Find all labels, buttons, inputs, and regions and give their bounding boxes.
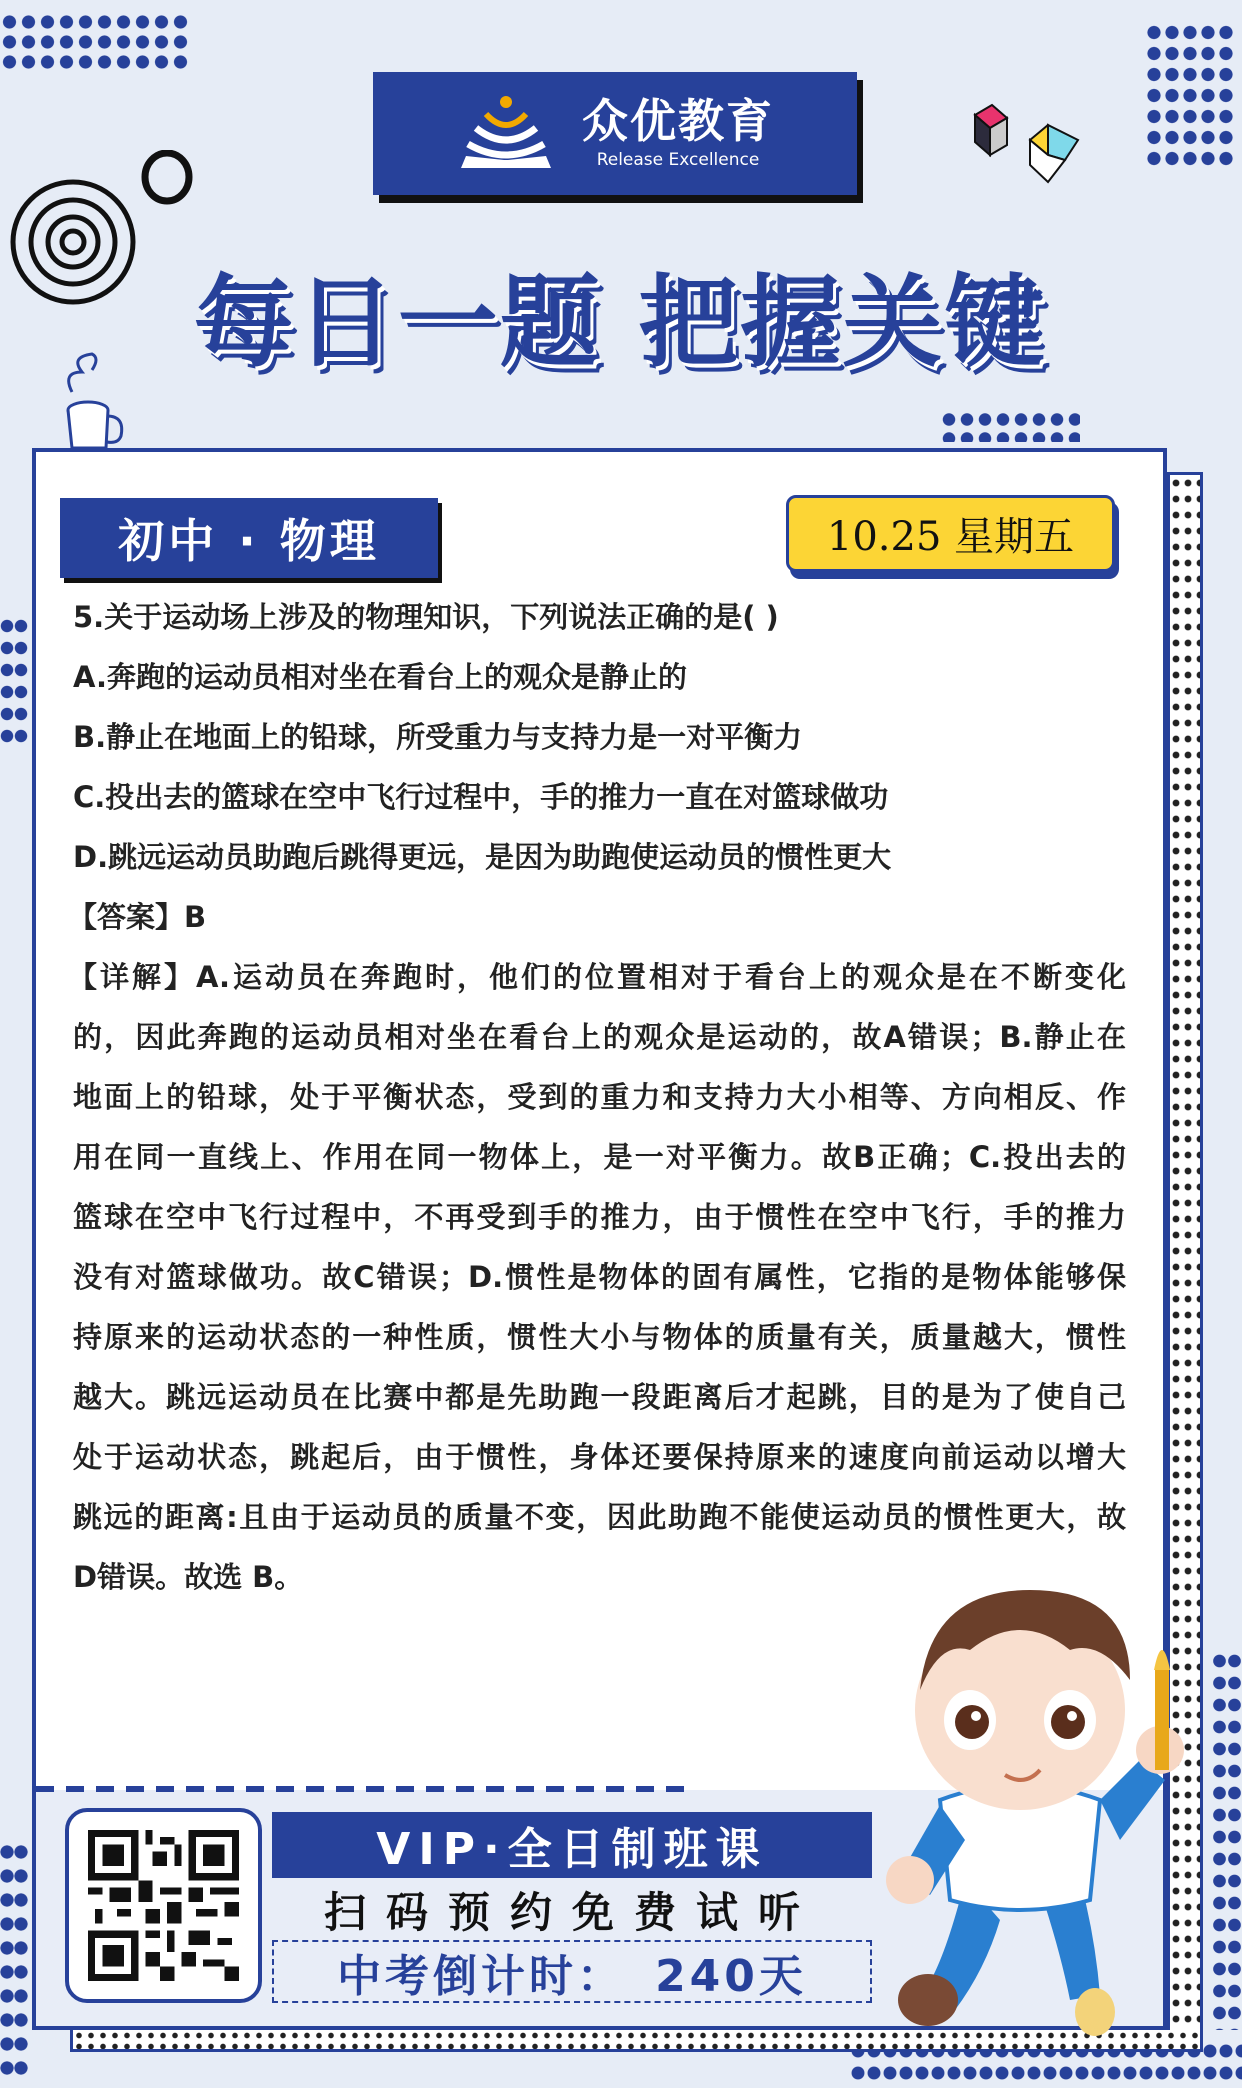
logo-mark-icon: [456, 94, 556, 174]
page-headline: 每日一题 把握关键: [193, 264, 1047, 381]
dot-pattern-mid-right: [940, 410, 1080, 442]
option-b: B.静止在地面上的铅球，所受重力与支持力是一对平衡力: [73, 720, 803, 754]
dot-pattern-right-edge: [1212, 1650, 1242, 2030]
option-c: C.投出去的篮球在空中飞行过程中，手的推力一直在对篮球做功: [73, 780, 889, 814]
logo-name-cn: 众优教育: [582, 93, 774, 148]
explanation-line: 篮球在空中飞行过程中，不再受到手的推力，由于惯性在空中飞行，手的推力: [73, 1200, 1126, 1234]
qr-code[interactable]: [65, 1808, 262, 2003]
dot-pattern-left: [0, 615, 28, 745]
mascot-illustration: [870, 1580, 1210, 2040]
logo-name-en: Release Excellence: [596, 149, 760, 170]
explanation-line: 持原来的运动状态的一种性质，惯性大小与物体的质量有关，质量越大，惯性: [73, 1320, 1126, 1354]
explanation-line: 越大。跳远运动员在比赛中都是先助跑一段距离后才起跳，目的是为了使自己: [73, 1380, 1126, 1414]
countdown-value: 240天: [655, 1950, 807, 2002]
dot-pattern-top-right: [1145, 22, 1233, 172]
explanation-line: D错误。故选 B。: [73, 1560, 304, 1594]
qr-code-icon: [87, 1830, 240, 1981]
brand-logo: [373, 72, 857, 195]
explanation-line: 跳远的距离:且由于运动员的质量不变，因此助跑不能使运动员的惯性更大，故: [73, 1500, 1126, 1534]
explanation-line: 没有对篮球做功。故C错误；D.惯性是物体的固有属性，它指的是物体能够保: [73, 1260, 1126, 1294]
dashed-divider: [36, 1786, 686, 1792]
explanation-line: 用在同一直线上、作用在同一物体上，是一对平衡力。故B正确；C.投出去的: [73, 1140, 1126, 1174]
question-stem: 5.关于运动场上涉及的物理知识，下列说法正确的是( ): [73, 600, 779, 634]
dot-pattern-bottom-left: [0, 1840, 28, 2080]
explanation-line: 处于运动状态，跳起后，由于惯性，身体还要保持原来的速度向前运动以增大: [73, 1440, 1126, 1474]
vip-banner: VIP·全日制班课: [272, 1812, 872, 1878]
countdown-label: 中考倒计时：: [337, 1950, 626, 2002]
date-tag: 10.25 星期五: [786, 495, 1115, 572]
option-a: A.奔跑的运动员相对坐在看台上的观众是静止的: [73, 660, 687, 694]
answer-line: 【答案】B: [68, 900, 207, 934]
explanation-line: 地面上的铅球，处于平衡状态，受到的重力和支持力大小相等、方向相反、作: [73, 1080, 1126, 1114]
cubes-decoration-top: [970, 100, 1090, 190]
explanation-line: 【详解】A.运动员在奔跑时，他们的位置相对于看台上的观众是在不断变化: [68, 960, 1126, 994]
option-d: D.跳远运动员助跑后跳得更远，是因为助跑使运动员的惯性更大: [73, 840, 892, 874]
exam-countdown: [272, 1940, 872, 2003]
subject-tag: 初中 · 物理: [60, 498, 438, 578]
dot-pattern-top-left: [0, 12, 190, 72]
explanation-line: 的，因此奔跑的运动员相对坐在看台上的观众是运动的，故A错误；B.静止在: [73, 1020, 1126, 1054]
scan-to-book-label: 扫码预约免费试听: [323, 1887, 820, 1937]
